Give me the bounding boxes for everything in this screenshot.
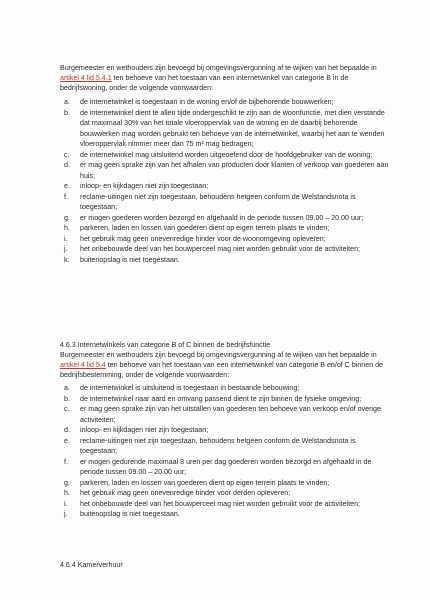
condition-text: reclame-uitingen niet zijn toegestaan, behoudens hetgeen conform de Welstandsnota is toegestaan; <box>80 436 356 455</box>
condition-item <box>64 108 394 150</box>
condition-item <box>64 383 394 394</box>
section2-intro-end: ten behoeve van het toestaan van een internetwinkel van categorie B en/of C binnen de bedrijfsbestemming, onder de volgende voorwaarden: <box>60 361 383 379</box>
condition-text: het onbebouwde deel van het bouwperceel mag niet worden gebruikt voor de activiteiten; <box>80 499 360 508</box>
condition-text: de internetwinkel is toegestaan in de woning en/of de bijbehorende bouwwerken; <box>80 98 334 106</box>
condition-letter: c. <box>64 405 70 413</box>
condition-text: parkeren, laden en lossen van goederen dient op eigen terrein plaats te vinden; <box>80 224 330 232</box>
condition-text: de internetwinkel mag uitsluitend worden uitgeoefend door de hoofdgebruiker van de woning; <box>80 150 373 159</box>
condition-text: er mogen goederen worden bezorgd en afgehaald in de periode tussen 09.00 – 20.00 uur; <box>80 213 364 222</box>
section1-article-link[interactable]: artikel 4 lid 5.4.1 <box>60 74 112 82</box>
condition-item <box>64 457 394 478</box>
condition-text: het gebruik mag geen onevenredige hinder voor derden opleveren; <box>80 489 291 497</box>
condition-item <box>64 160 394 181</box>
condition-letter: g. <box>64 213 70 222</box>
condition-text: er mag geen sprake zijn van het afhalen van producten door klanten of verkoop van goederen aan huis; <box>80 161 389 180</box>
section2-conditions-list <box>64 383 394 520</box>
condition-text: buitenopslag is niet toegestaan. <box>80 510 180 518</box>
section2-heading: 4.6.3 Internetwinkels van categorie B of C binnen de bedrijfsfunctie <box>60 341 271 349</box>
section2-intro <box>60 350 390 380</box>
section2-article-link[interactable]: artikel 4 lid 5.4 <box>60 361 106 369</box>
condition-letter: i. <box>64 499 68 508</box>
section3-heading: 4.6.4 Kamerverhuur <box>60 561 123 569</box>
section2-intro-start: Burgemeester en wethouders zijn bevoegd bij omgevingsvergunning af te wijken van het bepaalde in <box>60 351 377 359</box>
condition-item <box>64 150 394 161</box>
condition-item <box>64 509 394 520</box>
condition-letter: j. <box>64 245 68 253</box>
condition-text: inloop- en kijkdagen niet zijn toegestaan; <box>80 182 209 190</box>
condition-letter: f. <box>64 192 68 201</box>
condition-letter: j. <box>64 510 68 518</box>
condition-item <box>64 436 394 457</box>
condition-letter: b. <box>64 394 70 403</box>
section1-intro <box>60 63 390 93</box>
condition-item <box>64 394 394 405</box>
condition-text: de internetwinkel dient te allen tijde ondergeschikt te zijn aan de woonfunctie, met dien verstande dat maximaal 30% van het totale vloeroppervlak van de woning en de daarbij behorende bouwwerken mag worden gebruikt ten behoeve van de internetwinkel, waarbij het aan te wenden vloeroppervlak nimmer meer dan 75 m² mag bedragen; <box>80 108 385 148</box>
section1-intro-start: Burgemeester en wethouders zijn bevoegd bij omgevingsvergunning af te wijken van het bepaalde in <box>60 64 377 72</box>
condition-text: het gebruik mag geen onevenredige hinder voor de woonomgeving opleveren; <box>80 234 326 243</box>
condition-letter: f. <box>64 457 68 466</box>
condition-letter: a. <box>64 98 70 106</box>
condition-letter: k. <box>64 255 70 264</box>
condition-text: er mogen gedurende maximaal 8 uren per dag goederen worden bezorgd en afgehaald in de periode tussen 09.00 – 20.00 uur; <box>80 457 372 476</box>
condition-letter: d. <box>64 161 70 169</box>
condition-item <box>64 255 394 266</box>
condition-item <box>64 181 394 192</box>
condition-letter: d. <box>64 426 70 434</box>
condition-text: het onbebouwde deel van het bouwperceel mag niet worden gebruikt voor de activiteiten; <box>80 245 360 253</box>
condition-text: buitenopslag is niet toegestaan. <box>80 255 180 264</box>
section1-intro-end: ten behoeve van het toestaan van een internetwinkel van categorie B in de bedrijfswoning, onder de volgende voorwaarden: <box>60 74 349 92</box>
condition-letter: e. <box>64 436 70 445</box>
condition-text: parkeren, laden en lossen van goederen dient op eigen terrein plaats te vinden; <box>80 478 330 487</box>
condition-item <box>64 488 394 499</box>
condition-letter: i. <box>64 234 68 243</box>
condition-item <box>64 97 394 108</box>
condition-text: inloop- en kijkdagen niet zijn toegestaan; <box>80 426 209 434</box>
condition-letter: b. <box>64 108 70 117</box>
condition-item <box>64 499 394 510</box>
section1-conditions-list <box>64 97 394 265</box>
condition-letter: h. <box>64 489 70 497</box>
condition-letter: a. <box>64 384 70 392</box>
condition-item <box>64 244 394 255</box>
condition-item <box>64 404 394 425</box>
condition-letter: e. <box>64 182 70 190</box>
condition-text: reclame-uitingen niet zijn toegestaan, behoudens hetgeen conform de Welstandsnota is toegestaan; <box>80 192 356 211</box>
condition-letter: h. <box>64 224 70 232</box>
condition-item <box>64 213 394 224</box>
condition-item <box>64 192 394 213</box>
condition-item <box>64 234 394 245</box>
condition-letter: g. <box>64 478 70 487</box>
condition-text: er mag geen sprake zijn van het uitstallen van goederen ten behoeve van verkoop en/of overige activiteiten; <box>80 405 381 424</box>
condition-text: de internetwinkel naar aard en omvang passend dient te zijn binnen de fysieke omgeving; <box>80 394 362 403</box>
condition-text: de internetwinkel is uitsluitend is toegestaan in bestaande bebouwing; <box>80 384 300 392</box>
condition-item <box>64 478 394 489</box>
condition-letter: c. <box>64 150 70 159</box>
condition-item <box>64 425 394 436</box>
condition-item <box>64 223 394 234</box>
